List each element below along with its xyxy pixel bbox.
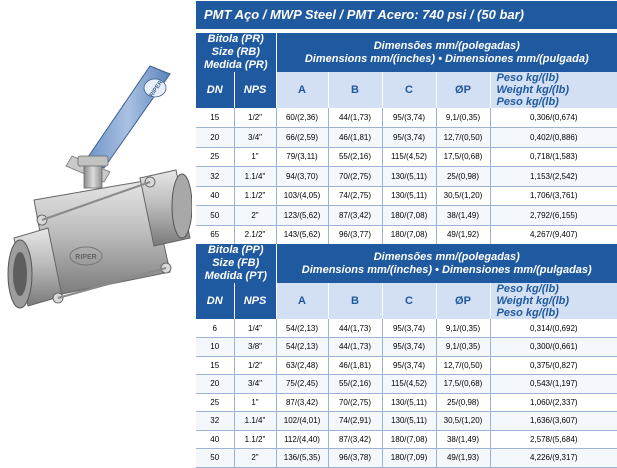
table-cell: 65	[196, 225, 234, 245]
table-cell: 63/(2,48)	[276, 356, 328, 375]
table-cell: 30,5/(1,20)	[436, 412, 490, 431]
table-cell: 20	[196, 375, 234, 394]
table-row	[196, 128, 617, 148]
table-cell: 2.1/2"	[234, 225, 276, 245]
col-a: A	[276, 283, 328, 319]
table-cell: 180/(7,09)	[382, 449, 436, 468]
col-nps: NPS	[234, 283, 276, 319]
table-cell: 70/(2,75)	[328, 393, 382, 412]
table-cell: 130/(5,11)	[382, 412, 436, 431]
table-cell: 44/(1,73)	[328, 108, 382, 128]
dimensions-header: Dimensões mm/(polegadas) Dimensions mm/(inches) • Dimensiones mm/(pulgada)	[304, 39, 589, 65]
table-cell: 74/(2,75)	[328, 186, 382, 206]
table-cell: 103/(4,05)	[276, 186, 328, 206]
col-b: B	[328, 72, 382, 108]
table-cell: 1.1/2"	[234, 430, 276, 449]
table-row	[196, 206, 617, 226]
table-row	[196, 147, 617, 167]
table-cell: 180/(7,08)	[382, 225, 436, 245]
table-cell: 94/(3,70)	[276, 167, 328, 187]
table-row	[196, 186, 617, 206]
table-cell: 87/(3,42)	[328, 206, 382, 226]
table-full-bore	[196, 244, 617, 468]
table-reduced-bore	[196, 33, 617, 245]
size-label: Bitola (PR) Size (RB) Medida (PR)	[196, 33, 276, 72]
table-row	[196, 393, 617, 412]
table-row	[196, 338, 617, 357]
table-cell: 9,1/(0,35)	[436, 319, 490, 338]
table-cell: 2,792/(6,155)	[490, 206, 617, 226]
table-cell: 38/(1,49)	[436, 206, 490, 226]
col-weight: Peso kg/(lb) Weight kg/(lb) Peso kg/(lb)	[490, 283, 617, 319]
svg-text:RIPER: RIPER	[148, 79, 165, 99]
table-cell: 1/4"	[234, 319, 276, 338]
table-row	[196, 167, 617, 187]
col-c: C	[382, 72, 436, 108]
table-cell: 9,1/(0,35)	[436, 338, 490, 357]
table-cell: 1,636/(3,607)	[490, 412, 617, 431]
table-cell: 25/(0,98)	[436, 167, 490, 187]
table-cell: 30,5/(1,20)	[436, 186, 490, 206]
table-cell: 130/(5,11)	[382, 167, 436, 187]
table-cell: 0,314/(0,692)	[490, 319, 617, 338]
table-cell: 2,578/(5,684)	[490, 430, 617, 449]
ball-valve-image	[0, 60, 192, 330]
size-label: Bitola (PP) Size (FB) Medida (PT)	[196, 244, 276, 283]
table-cell: 38/(1,49)	[436, 430, 490, 449]
table-cell: 20	[196, 128, 234, 148]
table-cell: 55/(2,16)	[328, 147, 382, 167]
table-row	[196, 412, 617, 431]
table-row	[196, 375, 617, 394]
table-cell: 0,543/(1,197)	[490, 375, 617, 394]
table-cell: 44/(1,73)	[328, 319, 382, 338]
table-cell: 25/(0,98)	[436, 393, 490, 412]
page-title: PMT Aço / MWP Steel / PMT Acero: 740 psi / (50 bar)	[196, 1, 617, 29]
table-cell: 60/(2,36)	[276, 108, 328, 128]
table-row	[196, 449, 617, 468]
table-cell: 25	[196, 147, 234, 167]
table-cell: 0,300/(0,661)	[490, 338, 617, 357]
table-cell: 79/(3,11)	[276, 147, 328, 167]
table-cell: 46/(1,81)	[328, 356, 382, 375]
table-cell: 102/(4,01)	[276, 412, 328, 431]
table-cell: 1,706/(3,761)	[490, 186, 617, 206]
table-cell: 49/(1,92)	[436, 225, 490, 245]
table-cell: 1/2"	[234, 356, 276, 375]
table-cell: 3/4"	[234, 375, 276, 394]
table-cell: 6	[196, 319, 234, 338]
table-cell: 130/(5,11)	[382, 186, 436, 206]
table-cell: 1,153/(2,542)	[490, 167, 617, 187]
col-a: A	[276, 72, 328, 108]
col-nps: NPS	[234, 72, 276, 108]
table-cell: 123/(5,62)	[276, 206, 328, 226]
table-row	[196, 108, 617, 128]
table-row	[196, 319, 617, 338]
table-row	[196, 430, 617, 449]
table-cell: 32	[196, 167, 234, 187]
table-cell: 1.1/2"	[234, 186, 276, 206]
table-cell: 96/(3,77)	[328, 225, 382, 245]
table-cell: 40	[196, 430, 234, 449]
table-cell: 1.1/4"	[234, 412, 276, 431]
table-cell: 0,306/(0,674)	[490, 108, 617, 128]
table-cell: 54/(2,13)	[276, 338, 328, 357]
table-cell: 0,375/(0,827)	[490, 356, 617, 375]
table-cell: 54/(2,13)	[276, 319, 328, 338]
table-cell: 12,7/(0,50)	[436, 128, 490, 148]
table-cell: 15	[196, 356, 234, 375]
table-cell: 95/(3,74)	[382, 319, 436, 338]
table-cell: 87/(3,42)	[328, 430, 382, 449]
col-p: ØP	[436, 72, 490, 108]
table-cell: 4,267/(9,407)	[490, 225, 617, 245]
table-cell: 1/2"	[234, 108, 276, 128]
table-cell: 95/(3,74)	[382, 338, 436, 357]
table-cell: 95/(3,74)	[382, 128, 436, 148]
table-cell: 96/(3,78)	[328, 449, 382, 468]
table-cell: 180/(7,08)	[382, 206, 436, 226]
table-cell: 95/(3,74)	[382, 108, 436, 128]
table-cell: 0,718/(1,583)	[490, 147, 617, 167]
table-cell: 70/(2,75)	[328, 167, 382, 187]
table-cell: 1,060/(2,337)	[490, 393, 617, 412]
valve-logo-text: RIPER	[75, 254, 97, 261]
col-dn: DN	[196, 72, 234, 108]
table-cell: 40	[196, 186, 234, 206]
table-cell: 46/(1,81)	[328, 128, 382, 148]
table-row	[196, 225, 617, 245]
dimensions-header: Dimensões mm/(polegadas) Dimensions mm/(inches) • Dimensiones mm/(pulgadas)	[301, 250, 592, 276]
table-cell: 136/(5,35)	[276, 449, 328, 468]
table-cell: 4,226/(9,317)	[490, 449, 617, 468]
table-cell: 15	[196, 108, 234, 128]
table-cell: 44/(1,73)	[328, 338, 382, 357]
table-cell: 12,7/(0,50)	[436, 356, 490, 375]
table-cell: 130/(5,11)	[382, 393, 436, 412]
table-cell: 3/8"	[234, 338, 276, 357]
table-cell: 2"	[234, 449, 276, 468]
table-cell: 1.1/4"	[234, 167, 276, 187]
col-b: B	[328, 283, 382, 319]
col-c: C	[382, 283, 436, 319]
table-row	[196, 356, 617, 375]
table-cell: 17,5/(0,68)	[436, 147, 490, 167]
table-cell: 95/(3,74)	[382, 356, 436, 375]
table-cell: 3/4"	[234, 128, 276, 148]
col-weight: Peso kg/(lb) Weight kg/(lb) Peso kg/(lb)	[490, 72, 617, 108]
col-dn: DN	[196, 283, 234, 319]
table-cell: 0,402/(0,886)	[490, 128, 617, 148]
col-p: ØP	[436, 283, 490, 319]
table-cell: 32	[196, 412, 234, 431]
table-cell: 10	[196, 338, 234, 357]
table-cell: 49/(1,93)	[436, 449, 490, 468]
table-cell: 50	[196, 449, 234, 468]
table-cell: 50	[196, 206, 234, 226]
table-cell: 112/(4,40)	[276, 430, 328, 449]
table-cell: 25	[196, 393, 234, 412]
table-cell: 2"	[234, 206, 276, 226]
table-cell: 75/(2,45)	[276, 375, 328, 394]
table-cell: 66/(2,59)	[276, 128, 328, 148]
table-cell: 55/(2,16)	[328, 375, 382, 394]
table-cell: 1"	[234, 393, 276, 412]
table-cell: 115/(4,52)	[382, 147, 436, 167]
table-cell: 115/(4,52)	[382, 375, 436, 394]
table-cell: 143/(5,62)	[276, 225, 328, 245]
table-cell: 9,1/(0,35)	[436, 108, 490, 128]
table-cell: 74/(2,91)	[328, 412, 382, 431]
table-cell: 1"	[234, 147, 276, 167]
table-cell: 180/(7,08)	[382, 430, 436, 449]
table-cell: 87/(3,42)	[276, 393, 328, 412]
table-cell: 17,5/(0,68)	[436, 375, 490, 394]
